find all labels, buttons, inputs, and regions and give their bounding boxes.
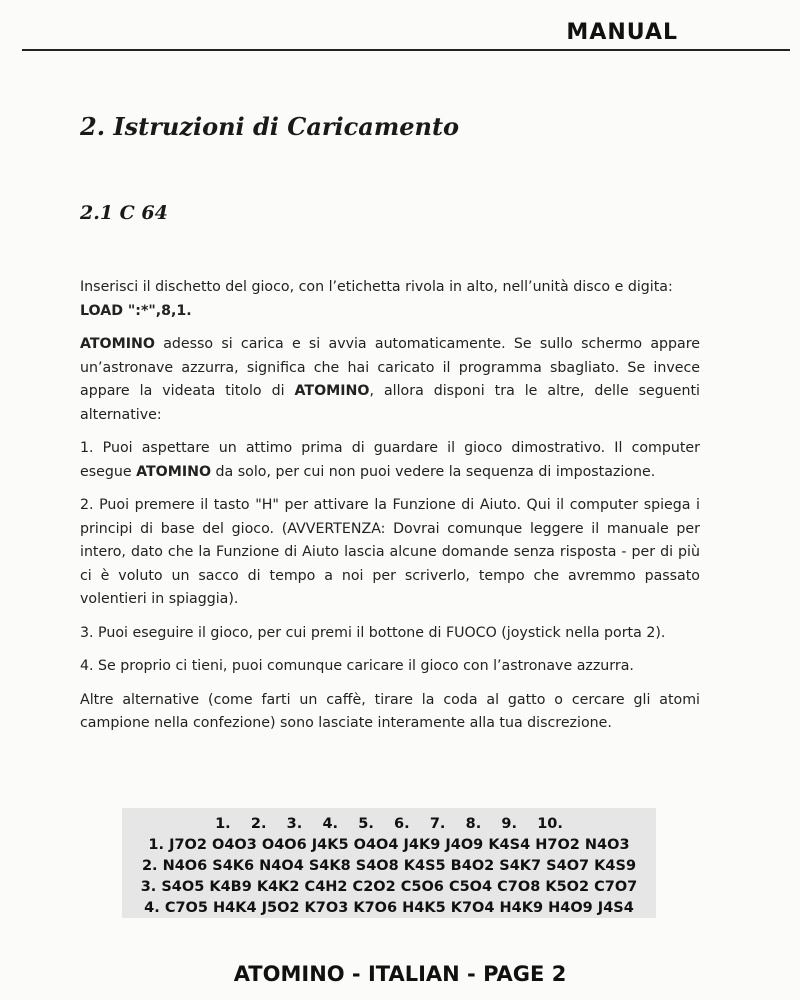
load-command xyxy=(80,300,700,324)
page-header-title: MANUAL xyxy=(566,20,678,45)
subsection-title: 2.1 C 64 xyxy=(80,202,168,224)
code-table-row: 4. C7O5 H4K4 J5O2 K7O3 K7O6 H4K5 K7O4 H4K9 H4O9 J4S4 xyxy=(144,900,634,916)
option-1 xyxy=(80,437,700,484)
section-title: 2. Istruzioni di Caricamento xyxy=(80,112,460,141)
option-1-text-b: da solo, per cui non puoi vedere la sequenza di impostazione. xyxy=(211,463,656,480)
paragraph-autostart xyxy=(80,333,700,427)
body-text xyxy=(80,276,700,746)
option-1-text-a: 1. Puoi aspettare un attimo prima di guardare il gioco dimostrativo. Il computer esegue xyxy=(80,440,700,480)
paragraph-autostart-text-b: , allora disponi tra le altre, delle seguenti alternative: xyxy=(80,383,700,423)
paragraph-autostart-text-a: adesso si carica e si avvia automaticamente. Se sullo schermo appare un’astronave azzurra, significa che hai caricato il programma sbagliato. Se invece appare la videata titolo di xyxy=(80,336,700,399)
game-name-bold: ATOMINO xyxy=(136,463,212,480)
code-table-header: 1. 2. 3. 4. 5. 6. 7. 8. 9. 10. xyxy=(215,816,563,832)
header-divider xyxy=(22,49,790,51)
option-2: 2. Puoi premere il tasto "H" per attivare la Funzione di Aiuto. Qui il computer spiega i principi di base del gioco. (AVVERTENZA: Dovrai comunque leggere il manuale per intero, dato che la Funzione di Aiuto lascia alcune domande senza risposta - per di più ci è voluto un sacco di tempo a noi per scriverlo, tempo che avremmo passato volentieri in spiaggia). xyxy=(80,497,700,607)
game-name-bold: ATOMINO xyxy=(80,336,155,352)
code-table-row: 3. S4O5 K4B9 K4K2 C4H2 C2O2 C5O6 C5O4 C7O8 K5O2 C7O7 xyxy=(140,879,638,895)
option-3: 3. Puoi eseguire il gioco, per cui premi il bottone di FUOCO (joystick nella porta 2). xyxy=(80,624,666,641)
game-name-bold: ATOMINO xyxy=(294,383,370,399)
option-4: 4. Se proprio ci tieni, puoi comunque caricare il gioco con l’astronave azzurra. xyxy=(80,658,634,674)
paragraph-insert-disk: Inserisci il dischetto del gioco, con l’etichetta rivola in alto, nell’unità disco e digita: xyxy=(80,279,673,295)
other-alternatives: Altre alternative (come farti un caffè, tirare la coda al gatto o cercare gli atomi campione nella confezione) sono lasciate interamente alla tua discrezione. xyxy=(80,691,700,731)
page-footer: ATOMINO - ITALIAN - PAGE 2 xyxy=(233,962,567,986)
level-code-table xyxy=(122,808,656,918)
code-table-row: 1. J7O2 O4O3 O4O6 J4K5 O4O4 J4K9 J4O9 K4S4 H7O2 N4O3 xyxy=(148,837,630,853)
load-command-text: LOAD ":*",8,1. xyxy=(80,302,192,319)
code-table-row: 2. N4O6 S4K6 N4O4 S4K8 S4O8 K4S5 B4O2 S4K7 S4O7 K4S9 xyxy=(141,858,637,874)
